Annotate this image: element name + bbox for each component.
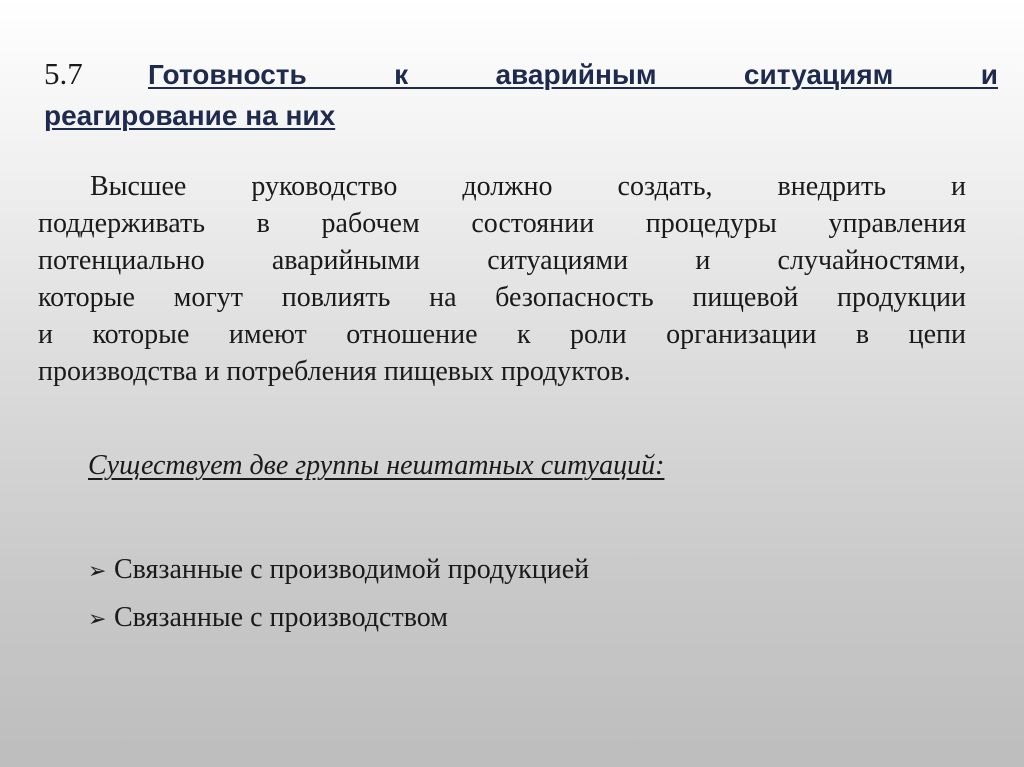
list-item-label: Связанные с производством xyxy=(114,602,448,633)
list-item-label: Связанные с производимой продукцией xyxy=(114,554,590,585)
paragraph-line: производства и потребления пищевых продуктов. xyxy=(38,356,631,387)
section-number: 5.7 xyxy=(44,56,83,91)
paragraph-line: потенциально аварийными ситуациями и случайностями, xyxy=(38,245,966,276)
bullet-list xyxy=(88,547,589,643)
heading-title-part-1: Готовность к аварийным ситуациям и xyxy=(148,59,998,90)
slide-heading xyxy=(44,54,998,136)
paragraph-line: которые могут повлиять на безопасность пищевой продукции xyxy=(38,282,966,313)
paragraph-line: поддерживать в рабочем состоянии процедуры управления xyxy=(38,208,966,239)
body-paragraph xyxy=(38,168,966,390)
arrowhead-bullet-icon: ➢ xyxy=(88,607,107,632)
heading-title-part-2: реагирование на них xyxy=(44,100,336,131)
groups-subheading: Существует две группы нештатных ситуаций: xyxy=(88,450,665,481)
list-item xyxy=(88,595,589,643)
paragraph-line: Высшее руководство должно создать, внедрить и xyxy=(90,171,966,202)
heading-line-1 xyxy=(44,54,998,95)
paragraph-line: и которые имеют отношение к роли организации в цепи xyxy=(38,319,966,350)
arrowhead-bullet-icon: ➢ xyxy=(88,559,107,584)
list-item xyxy=(88,547,589,595)
